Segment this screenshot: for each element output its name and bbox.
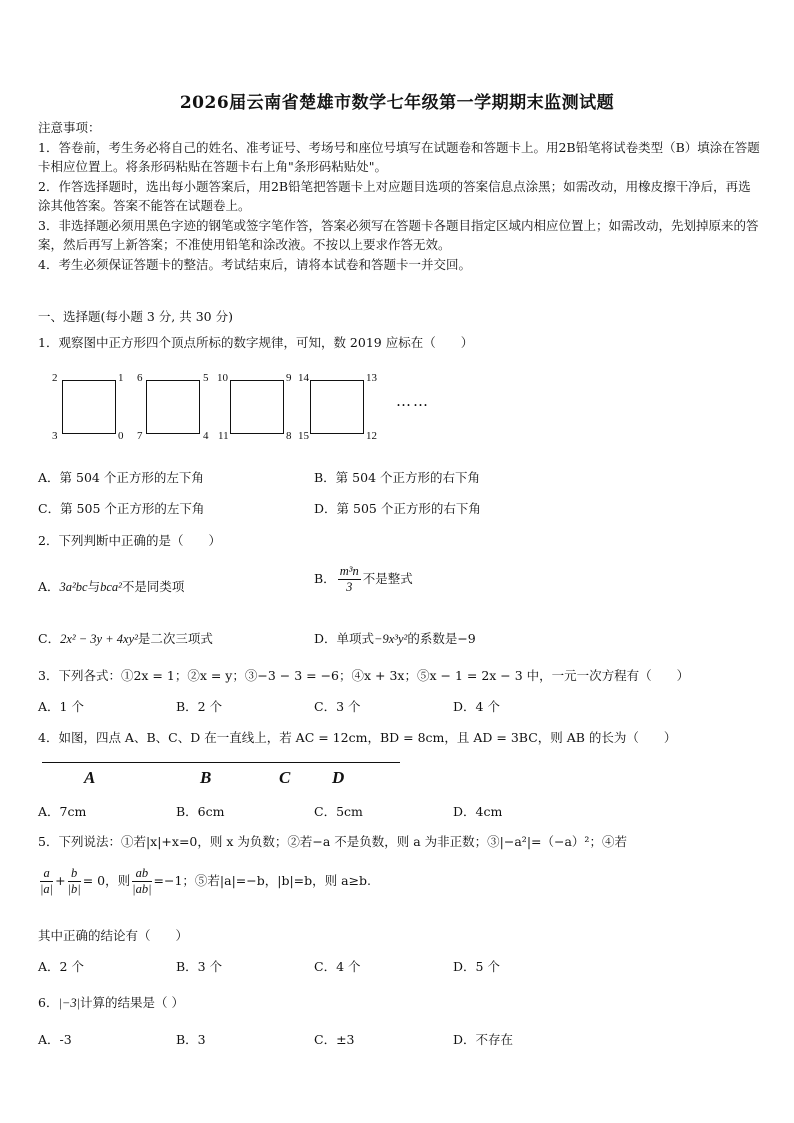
notice-item: 3．非选择题必须用黑色字迹的钢笔或签字笔作答，答案必须写在答题卡各题目指定区域内相应位置上；如需改动，先划掉原来的答案，然后再写上新答案；不准使用铅笔和涂改液。不按以上要求作答无效。 [38, 217, 759, 252]
question-text: 计算的结果是（ ） [80, 995, 184, 1010]
option-text: 不是整式 [362, 571, 413, 586]
fraction [40, 866, 53, 897]
vertex-label: 6 [137, 372, 143, 384]
math-expr: bca² [100, 580, 122, 594]
numerator: ab [132, 866, 151, 882]
vertex-label: 1 [118, 372, 124, 384]
denominator: |a| [40, 882, 54, 896]
vertex-label: 2 [52, 372, 58, 384]
q3-option-b: B．2 个 [176, 699, 223, 714]
notice-item: 1．答卷前，考生务必将自己的姓名、准考证号、考场号和座位号填写在试题卷和答题卡上。用2B铅笔将试卷类型（B）填涂在答题卡相应位置上。将条形码粘贴在答题卡右上角"条形码粘贴处"。 [38, 139, 760, 174]
denominator: 3 [346, 580, 353, 594]
q2-option-a [38, 577, 184, 595]
option-label: A． [38, 579, 60, 594]
q2-option-d [314, 629, 476, 647]
vertex-label: 9 [286, 372, 292, 384]
q4-option-b: B．6cm [176, 804, 225, 819]
point-label: B [200, 768, 212, 787]
vertex-label: 11 [218, 430, 229, 442]
q3-stem: 3．下列各式：①2x = 1；②x = y；③−3 − 3 = −6；④x + 3x；⑤x − 1 = 2x − 3 中，一元一次方程有（ ） [38, 668, 690, 683]
option-label: C． [38, 631, 61, 646]
q5-line3: 其中正确的结论有（ ） [38, 928, 189, 943]
vertex-label: 8 [286, 430, 292, 442]
q6-option-d: D．不存在 [453, 1032, 514, 1047]
vertex-label: 4 [203, 430, 209, 442]
fraction [132, 866, 151, 897]
square-4 [310, 380, 364, 434]
vertex-label: 13 [366, 372, 377, 384]
notice-item: 2．作答选择题时，选出每小题答案后，用2B铅笔把答题卡上对应题目选项的答案信息点涂黑；如需改动，用橡皮擦干净后，再选涂其他答案。答案不能答在试题卷上。 [38, 178, 751, 213]
q5-option-b: B．3 个 [176, 959, 223, 974]
q2-stem: 2．下列判断中正确的是（ ） [38, 533, 221, 548]
point-label: C [279, 768, 291, 787]
section-heading: 一、选择题(每小题 3 分, 共 30 分) [38, 309, 233, 324]
math-expr: |−3| [58, 996, 81, 1010]
q4-option-d: D．4cm [453, 804, 503, 819]
q1-option-c: C．第 505 个正方形的左下角 [38, 501, 205, 516]
q4-stem: 4．如图，四点 A、B、C、D 在一直线上，若 AC = 12cm，BD = 8cm，且 AD = 3BC，则 AB 的长为（ ） [38, 730, 677, 745]
option-label: D．单项式 [314, 631, 375, 646]
option-text: = 0，则 [82, 873, 131, 888]
q5-option-a: A．2 个 [38, 959, 84, 974]
denominator: |ab| [132, 882, 152, 896]
q1-option-d: D．第 505 个正方形的右下角 [314, 501, 481, 516]
option-text: 与 [87, 579, 101, 594]
q4-option-c: C．5cm [314, 804, 363, 819]
q5-option-d: D．5 个 [453, 959, 500, 974]
q1-option-b: B．第 504 个正方形的右下角 [314, 470, 480, 485]
math-expr: −9x³y² [374, 632, 408, 646]
q4-option-a: A．7cm [38, 804, 87, 819]
number-line [42, 762, 400, 763]
ellipsis: …… [396, 392, 430, 410]
numerator: m³n [339, 564, 359, 578]
q3-option-d: D．4 个 [453, 699, 500, 714]
q5-stem: 5．下列说法：①若|x|+x=0，则 x 为负数；②若−a 不是负数，则 a 为非正数；③|−a²|=（−a）²；④若 [38, 834, 627, 849]
square-1 [62, 380, 116, 434]
square-3 [230, 380, 284, 434]
q3-option-a: A．1 个 [38, 699, 84, 714]
q5-line2 [38, 866, 371, 897]
vertex-label: 15 [298, 430, 309, 442]
q6-option-c: C．±3 [314, 1032, 355, 1047]
numerator: a [40, 866, 53, 882]
vertex-label: 5 [203, 372, 209, 384]
fraction [68, 866, 81, 897]
q6-option-b: B．3 [176, 1032, 206, 1047]
question-number: 6． [38, 995, 59, 1010]
q6-stem [38, 993, 184, 1011]
operator: + [55, 873, 66, 888]
option-label: B． [314, 571, 336, 586]
page-title: 2026届云南省楚雄市数学七年级第一学期期末监测试题 [179, 93, 615, 113]
vertex-label: 7 [137, 430, 143, 442]
vertex-label: 12 [366, 430, 377, 442]
option-text: 不是同类项 [121, 579, 185, 594]
option-text: 是二次三项式 [137, 631, 213, 646]
q3-option-c: C．3 个 [314, 699, 361, 714]
q6-option-a: A．-3 [38, 1032, 72, 1047]
q2-option-b [314, 564, 413, 595]
math-expr: 3a²bc [59, 580, 88, 594]
square-2 [146, 380, 200, 434]
denominator: |b| [67, 882, 81, 896]
q2-option-c [38, 629, 213, 647]
fraction [338, 564, 361, 595]
vertex-label: 0 [118, 430, 124, 442]
notice-item: 4．考生必须保证答题卡的整洁。考试结束后，请将本试卷和答题卡一并交回。 [38, 256, 471, 272]
vertex-label: 10 [217, 372, 228, 384]
q1-option-a: A．第 504 个正方形的左下角 [38, 470, 204, 485]
point-label: A [84, 768, 96, 787]
q1-stem: 1．观察图中正方形四个顶点所标的数字规律，可知，数 2019 应标在（ ） [38, 335, 474, 350]
vertex-label: 14 [298, 372, 309, 384]
point-label: D [332, 768, 345, 787]
option-text: 的系数是−9 [407, 631, 476, 646]
notice-heading: 注意事项： [38, 120, 101, 135]
numerator: b [68, 866, 81, 882]
notice-block [38, 118, 760, 274]
option-text: =−1；⑤若|a|=−b，|b|=b，则 a≥b. [153, 873, 372, 888]
math-expr: 2x² − 3y + 4xy² [60, 632, 138, 646]
vertex-label: 3 [52, 430, 58, 442]
q5-option-c: C．4 个 [314, 959, 361, 974]
